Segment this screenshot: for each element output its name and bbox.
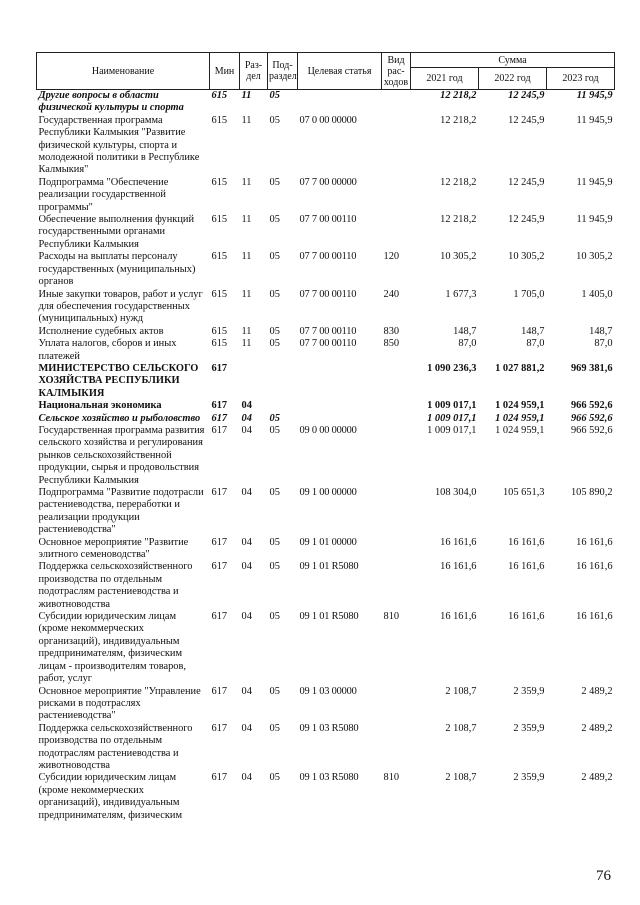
row-min: 617 bbox=[211, 685, 228, 697]
table-row bbox=[37, 686, 615, 723]
row-sum-2021: 12 218,2 bbox=[440, 114, 477, 126]
row-min: 617 bbox=[211, 362, 228, 374]
row-celevaya bbox=[298, 413, 382, 425]
row-razdel: 04 bbox=[241, 561, 252, 573]
row-podrazdel: 05 bbox=[269, 288, 280, 300]
table-row bbox=[37, 425, 615, 487]
table-row bbox=[37, 413, 615, 425]
row-vid bbox=[382, 400, 411, 412]
row-name: Другие вопросы в области физической культуры и спорта bbox=[38, 90, 184, 114]
row-sum-2022: 12 245,9 bbox=[508, 214, 545, 226]
row-name: Субсидии юридическим лицам (кроме некоммерческих организаций), индивидуальным предпринимателям, физическим лицам - производителям товаров, работ, услуг bbox=[38, 611, 187, 685]
row-vid bbox=[382, 413, 411, 425]
row-name: Подпрограмма "Обеспечение реализации государственной программы" bbox=[38, 176, 169, 213]
header-name: Наименование bbox=[37, 53, 210, 90]
header-summa: Сумма bbox=[411, 53, 615, 68]
row-name: Поддержка сельскохозяйственного производства по отдельным подотраслям растениеводства и животноводства bbox=[38, 561, 193, 610]
budget-table-page bbox=[36, 52, 614, 822]
row-min: 617 bbox=[211, 424, 228, 436]
row-podrazdel bbox=[268, 400, 298, 412]
row-vid: 240 bbox=[383, 288, 400, 300]
row-razdel: 04 bbox=[241, 487, 252, 498]
row-podrazdel: 05 bbox=[269, 487, 280, 498]
table-row bbox=[37, 214, 615, 251]
row-sum-2023: 966 592,6 bbox=[570, 400, 613, 412]
row-sum-2022: 1 024 959,1 bbox=[495, 400, 545, 412]
row-sum-2021: 12 218,2 bbox=[440, 214, 477, 226]
row-sum-2022: 2 359,9 bbox=[513, 685, 545, 697]
row-sum-2021: 16 161,6 bbox=[440, 561, 477, 573]
row-podrazdel: 05 bbox=[269, 114, 280, 126]
row-vid bbox=[382, 363, 411, 400]
table-row bbox=[37, 723, 615, 773]
header-vid: Вид рас-ходов bbox=[382, 53, 411, 90]
row-vid bbox=[382, 561, 411, 611]
row-min: 615 bbox=[211, 214, 228, 226]
header-celevaya: Целевая статья bbox=[298, 53, 382, 90]
row-sum-2023: 2 489,2 bbox=[581, 772, 613, 784]
row-name: Сельское хозяйство и рыболовство bbox=[38, 412, 201, 424]
row-sum-2022: 87,0 bbox=[526, 338, 545, 350]
row-celevaya: 07 7 00 00110 bbox=[299, 214, 357, 226]
row-celevaya: 07 7 00 00110 bbox=[299, 251, 357, 263]
row-vid: 850 bbox=[383, 338, 400, 350]
row-sum-2021: 16 161,6 bbox=[440, 536, 477, 548]
row-sum-2022: 1 705,0 bbox=[513, 288, 545, 300]
row-vid: 830 bbox=[383, 325, 400, 337]
row-podrazdel: 05 bbox=[269, 536, 280, 548]
row-sum-2021: 12 218,2 bbox=[440, 90, 477, 101]
row-sum-2022: 10 305,2 bbox=[508, 251, 545, 263]
row-razdel: 04 bbox=[241, 400, 252, 412]
row-sum-2023: 148,7 bbox=[589, 325, 613, 337]
row-celevaya: 09 1 03 R5080 bbox=[299, 772, 359, 784]
row-sum-2022: 12 245,9 bbox=[508, 176, 545, 188]
row-sum-2022: 2 359,9 bbox=[513, 722, 545, 734]
row-celevaya: 07 7 00 00110 bbox=[299, 325, 357, 337]
row-podrazdel: 05 bbox=[269, 685, 280, 697]
row-podrazdel: 05 bbox=[269, 722, 280, 734]
table-row bbox=[37, 326, 615, 338]
row-sum-2023: 11 945,9 bbox=[576, 90, 613, 101]
row-sum-2021: 1 009 017,1 bbox=[427, 412, 477, 424]
row-name: Иные закупки товаров, работ и услуг для обеспечения государственных (муниципальных) нужд bbox=[38, 288, 203, 325]
row-min: 615 bbox=[211, 288, 228, 300]
row-razdel: 04 bbox=[241, 722, 252, 734]
row-sum-2022: 12 245,9 bbox=[508, 90, 545, 101]
row-sum-2021: 1 090 236,3 bbox=[427, 362, 477, 374]
row-name: Исполнение судебных актов bbox=[38, 325, 164, 337]
row-sum-2023: 16 161,6 bbox=[576, 561, 613, 573]
row-podrazdel: 05 bbox=[269, 325, 280, 337]
row-podrazdel: 05 bbox=[269, 338, 280, 350]
row-sum-2023: 11 945,9 bbox=[576, 176, 613, 188]
table-row bbox=[37, 561, 615, 611]
table-row bbox=[37, 289, 615, 326]
page-number: 76 bbox=[596, 868, 611, 884]
row-sum-2021: 1 009 017,1 bbox=[427, 400, 477, 412]
row-sum-2021: 1 677,3 bbox=[445, 288, 477, 300]
row-sum-2022: 1 024 959,1 bbox=[495, 424, 545, 436]
row-razdel: 11 bbox=[241, 251, 252, 263]
row-name: Основное мероприятие "Управление рисками в подотраслях растениеводства" bbox=[38, 685, 201, 722]
row-razdel: 11 bbox=[241, 325, 252, 337]
row-vid: 810 bbox=[383, 772, 400, 784]
row-min: 617 bbox=[211, 487, 228, 498]
row-razdel bbox=[240, 363, 268, 400]
row-min: 617 bbox=[211, 561, 228, 573]
row-min: 617 bbox=[211, 412, 228, 424]
row-podrazdel: 05 bbox=[269, 90, 280, 101]
row-sum-2021: 16 161,6 bbox=[440, 611, 477, 623]
header-razdel: Раз-дел bbox=[240, 53, 268, 90]
table-body bbox=[37, 90, 615, 822]
row-vid bbox=[382, 487, 411, 537]
row-vid bbox=[382, 214, 411, 251]
row-sum-2021: 1 009 017,1 bbox=[427, 424, 477, 436]
table-row bbox=[37, 772, 615, 822]
row-celevaya bbox=[298, 363, 382, 400]
row-sum-2023: 11 945,9 bbox=[576, 114, 613, 126]
row-razdel: 11 bbox=[241, 214, 252, 226]
row-podrazdel: 05 bbox=[269, 772, 280, 784]
header-year-2022: 2022 год bbox=[479, 68, 547, 90]
table-row bbox=[37, 363, 615, 400]
row-name: МИНИСТЕРСТВО СЕЛЬСКОГО ХОЗЯЙСТВА РЕСПУБЛИКИ КАЛМЫКИЯ bbox=[38, 362, 199, 399]
row-vid bbox=[382, 425, 411, 487]
row-name: Государственная программа развития сельского хозяйства и регулирования рынков сельскохозяйственной продукции, сырья и продовольствия Республики Калмыкия bbox=[38, 424, 205, 486]
row-razdel: 04 bbox=[241, 611, 252, 623]
row-sum-2023: 2 489,2 bbox=[581, 722, 613, 734]
row-name: Уплата налогов, сборов и иных платежей bbox=[38, 338, 177, 362]
row-sum-2022: 16 161,6 bbox=[508, 561, 545, 573]
row-celevaya: 07 7 00 00110 bbox=[299, 338, 357, 350]
row-vid bbox=[382, 723, 411, 773]
header-year-2023: 2023 год bbox=[547, 68, 615, 90]
row-sum-2023: 11 945,9 bbox=[576, 214, 613, 226]
row-name: Обеспечение выполнения функций государственными органами Республики Калмыкия bbox=[38, 214, 195, 250]
header-year-2021: 2021 год bbox=[411, 68, 479, 90]
row-min: 615 bbox=[211, 176, 228, 188]
row-sum-2022: 1 024 959,1 bbox=[495, 412, 545, 424]
row-podrazdel: 05 bbox=[269, 412, 280, 424]
row-sum-2023: 105 890,2 bbox=[570, 487, 613, 498]
row-min: 617 bbox=[211, 611, 228, 623]
row-razdel: 11 bbox=[241, 176, 252, 188]
row-name: Подпрограмма "Развитие подотрасли растениеводства, переработки и реализации продукции растениеводства" bbox=[38, 487, 204, 536]
header-podrazdel: Под-раздел bbox=[268, 53, 298, 90]
row-sum-2022: 1 027 881,2 bbox=[495, 362, 545, 374]
table-row bbox=[37, 251, 615, 288]
row-sum-2021: 2 108,7 bbox=[445, 685, 477, 697]
row-sum-2021: 2 108,7 bbox=[445, 722, 477, 734]
row-sum-2022: 12 245,9 bbox=[508, 114, 545, 126]
row-razdel: 04 bbox=[241, 424, 252, 436]
row-sum-2021: 12 218,2 bbox=[440, 176, 477, 188]
row-sum-2023: 966 592,6 bbox=[570, 424, 613, 436]
row-razdel: 04 bbox=[241, 412, 252, 424]
row-name: Субсидии юридическим лицам (кроме некоммерческих организаций), индивидуальным предпринимателям, физическим bbox=[38, 772, 183, 821]
table-row bbox=[37, 487, 615, 537]
table-row bbox=[37, 537, 615, 562]
row-vid bbox=[382, 686, 411, 723]
row-podrazdel: 05 bbox=[269, 611, 280, 623]
row-sum-2023: 16 161,6 bbox=[576, 536, 613, 548]
row-razdel: 11 bbox=[241, 114, 252, 126]
table-row bbox=[37, 338, 615, 363]
budget-table bbox=[36, 52, 615, 822]
row-vid bbox=[382, 177, 411, 214]
row-min: 617 bbox=[211, 772, 228, 784]
table-row bbox=[37, 177, 615, 214]
row-name: Расходы на выплаты персоналу государственных (муниципальных) органов bbox=[38, 251, 196, 288]
row-sum-2023: 87,0 bbox=[594, 338, 613, 350]
row-min: 615 bbox=[211, 251, 228, 263]
row-celevaya: 07 0 00 00000 bbox=[299, 114, 357, 126]
table-header bbox=[37, 53, 615, 90]
row-razdel: 11 bbox=[241, 288, 252, 300]
row-sum-2023: 1 405,0 bbox=[581, 288, 613, 300]
row-min: 615 bbox=[211, 90, 228, 101]
row-razdel: 04 bbox=[241, 772, 252, 784]
row-sum-2022: 148,7 bbox=[521, 325, 545, 337]
row-celevaya bbox=[298, 90, 382, 115]
row-name: Поддержка сельскохозяйственного производства по отдельным подотраслям растениеводства и животноводства bbox=[38, 722, 193, 771]
row-celevaya bbox=[298, 400, 382, 412]
row-celevaya: 09 1 01 R5080 bbox=[299, 611, 359, 623]
row-sum-2022: 105 651,3 bbox=[502, 487, 545, 498]
row-min: 617 bbox=[211, 722, 228, 734]
row-podrazdel: 05 bbox=[269, 424, 280, 436]
row-sum-2022: 16 161,6 bbox=[508, 536, 545, 548]
row-name: Основное мероприятие "Развитие элитного семеноводства" bbox=[38, 536, 189, 561]
table-row bbox=[37, 115, 615, 177]
row-razdel: 11 bbox=[241, 338, 252, 350]
row-vid: 810 bbox=[383, 611, 400, 623]
row-sum-2023: 10 305,2 bbox=[576, 251, 613, 263]
row-razdel: 04 bbox=[241, 685, 252, 697]
row-sum-2022: 16 161,6 bbox=[508, 611, 545, 623]
row-celevaya: 09 1 03 R5080 bbox=[299, 722, 359, 734]
row-sum-2023: 2 489,2 bbox=[581, 685, 613, 697]
row-celevaya: 07 7 00 00000 bbox=[299, 176, 357, 188]
row-min: 615 bbox=[211, 325, 228, 337]
row-name: Национальная экономика bbox=[38, 400, 162, 412]
table-row bbox=[37, 611, 615, 685]
row-sum-2022: 2 359,9 bbox=[513, 772, 545, 784]
row-sum-2023: 966 592,6 bbox=[570, 412, 613, 424]
row-vid: 120 bbox=[383, 251, 400, 263]
row-celevaya: 09 1 03 00000 bbox=[299, 685, 357, 697]
row-min: 617 bbox=[211, 536, 228, 548]
table-row bbox=[37, 90, 615, 115]
row-min: 617 bbox=[211, 400, 228, 412]
row-podrazdel: 05 bbox=[269, 561, 280, 573]
row-sum-2021: 87,0 bbox=[458, 338, 477, 350]
table-row bbox=[37, 400, 615, 412]
row-podrazdel: 05 bbox=[269, 176, 280, 188]
row-vid bbox=[382, 115, 411, 177]
row-min: 615 bbox=[211, 114, 228, 126]
header-min: Мин bbox=[210, 53, 240, 90]
row-podrazdel bbox=[268, 363, 298, 400]
row-sum-2021: 148,7 bbox=[453, 325, 477, 337]
row-sum-2021: 10 305,2 bbox=[440, 251, 477, 263]
row-razdel: 04 bbox=[241, 536, 252, 548]
row-vid bbox=[382, 537, 411, 562]
row-podrazdel: 05 bbox=[269, 214, 280, 226]
row-vid bbox=[382, 90, 411, 115]
row-sum-2021: 2 108,7 bbox=[445, 772, 477, 784]
row-podrazdel: 05 bbox=[269, 251, 280, 263]
row-celevaya: 09 1 00 00000 bbox=[299, 487, 357, 498]
row-sum-2021: 108 304,0 bbox=[434, 487, 477, 498]
row-min: 615 bbox=[211, 338, 228, 350]
row-celevaya: 09 1 01 R5080 bbox=[299, 561, 359, 573]
row-razdel: 11 bbox=[241, 90, 252, 101]
row-name: Государственная программа Республики Калмыкия "Развитие физической культуры, спорта и молодежной политики в Республике Калмыкия" bbox=[38, 114, 200, 176]
row-sum-2023: 16 161,6 bbox=[576, 611, 613, 623]
row-celevaya: 09 0 00 00000 bbox=[299, 424, 357, 436]
row-sum-2023: 969 381,6 bbox=[570, 362, 613, 374]
row-celevaya: 09 1 01 00000 bbox=[299, 536, 357, 548]
row-celevaya: 07 7 00 00110 bbox=[299, 288, 357, 300]
